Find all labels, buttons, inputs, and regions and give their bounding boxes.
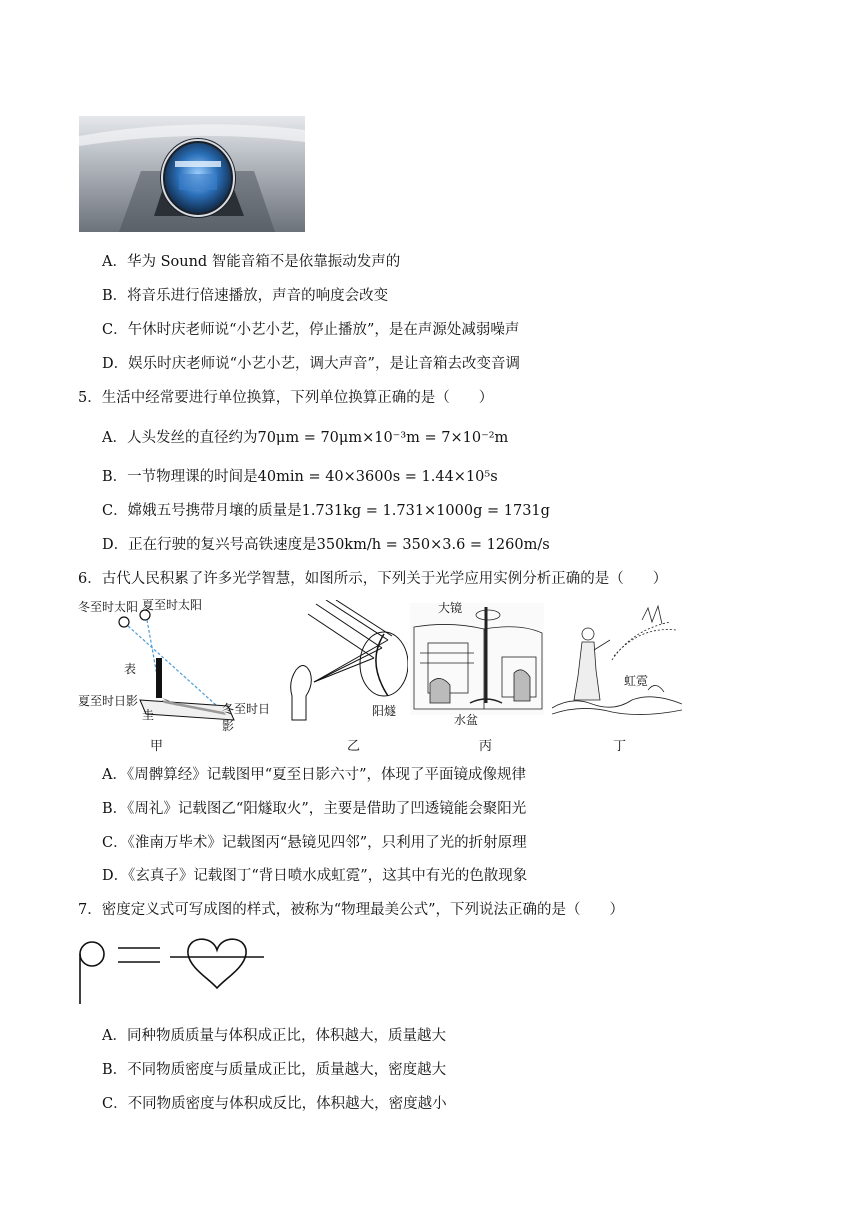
q6-stem: 6．古代人民积累了许多光学智慧，如图所示，下列关于光学应用实例分析正确的是（ ） <box>78 571 668 587</box>
label-rainbow: 虹霓 <box>624 674 649 688</box>
q4-option-c: C．午休时庆老师说“小艺小艺，停止播放”，是在声源处减弱噪声 <box>102 322 520 338</box>
q7-stem: 7．密度定义式可写成图的样式，被称为“物理最美公式”，下列说法正确的是（ ） <box>78 902 625 918</box>
q7-option-b: B．不同物质密度与质量成正比，质量越大，密度越大 <box>102 1062 447 1078</box>
label-winter-sun: 冬至时太阳 <box>78 600 139 614</box>
q6-option-a: A．《周髀算经》记载图甲“夏至日影六寸”，体现了平面镜成像规律 <box>102 767 527 783</box>
q7-option-c: C．不同物质密度与体积成反比，体积越大，密度越小 <box>102 1096 447 1112</box>
figure-ding-rainbow <box>552 600 682 718</box>
q4-option-a: A．华为 Sound 智能音箱不是依靠振动发声的 <box>102 254 401 270</box>
label-gui: 圭 <box>142 708 155 722</box>
figure-jia-sundial <box>78 596 278 733</box>
label-winter-shadow: 冬至时日影 <box>222 702 271 733</box>
q5-stem: 5．生活中经常要进行单位换算，下列单位换算正确的是（ ） <box>78 390 494 406</box>
q4-option-d: D．娱乐时庆老师说“小艺小艺，调大声音”，是让音箱去改变音调 <box>102 356 520 372</box>
caption-ding: 丁 <box>613 739 627 754</box>
q4-option-b: B．将音乐进行倍速播放，声音的响度会改变 <box>102 288 389 304</box>
label-biao: 表 <box>124 662 137 676</box>
q5-option-a: A．人头发丝的直径约为70μm = 70μm×10⁻³m = 7×10⁻²m <box>102 430 509 446</box>
q7-option-a: A．同种物质质量与体积成正比，体积越大，质量越大 <box>102 1028 446 1044</box>
smart-speaker-photo <box>79 116 305 232</box>
figure-yi-burning-mirror <box>288 600 408 725</box>
q6-option-d: D．《玄真子》记载图丁“背日喷水成虹霓”，这其中有光的色散现象 <box>102 868 528 884</box>
caption-yi: 乙 <box>347 739 361 754</box>
label-summer-sun: 夏至时太阳 <box>142 598 203 612</box>
q6-option-b: B．《周礼》记载图乙“阳燧取火”，主要是借助了凹透镜能会聚阳光 <box>102 801 527 817</box>
label-summer-shadow: 夏至时日影 <box>78 694 139 708</box>
caption-bing: 丙 <box>479 739 493 754</box>
label-water-basin: 水盆 <box>454 713 479 727</box>
q5-option-c: C．嫦娥五号携带月壤的质量是1.731kg = 1.731×1000g = 1731g <box>102 503 550 519</box>
q6-option-c: C．《淮南万毕术》记载图丙“悬镜见四邻”，只利用了光的折射原理 <box>102 835 527 851</box>
figure-bing-hanging-mirror <box>410 603 544 728</box>
label-big-mirror: 大镜 <box>438 601 463 615</box>
caption-jia: 甲 <box>150 739 164 754</box>
label-yangsui: 阳燧 <box>372 704 397 718</box>
q5-option-b: B．一节物理课的时间是40min = 40×3600s = 1.44×10⁵s <box>102 469 498 485</box>
q5-option-d: D．正在行驶的复兴号高铁速度是350km/h = 350×3.6 = 1260m/s <box>102 537 550 553</box>
density-formula-art <box>78 930 268 1010</box>
